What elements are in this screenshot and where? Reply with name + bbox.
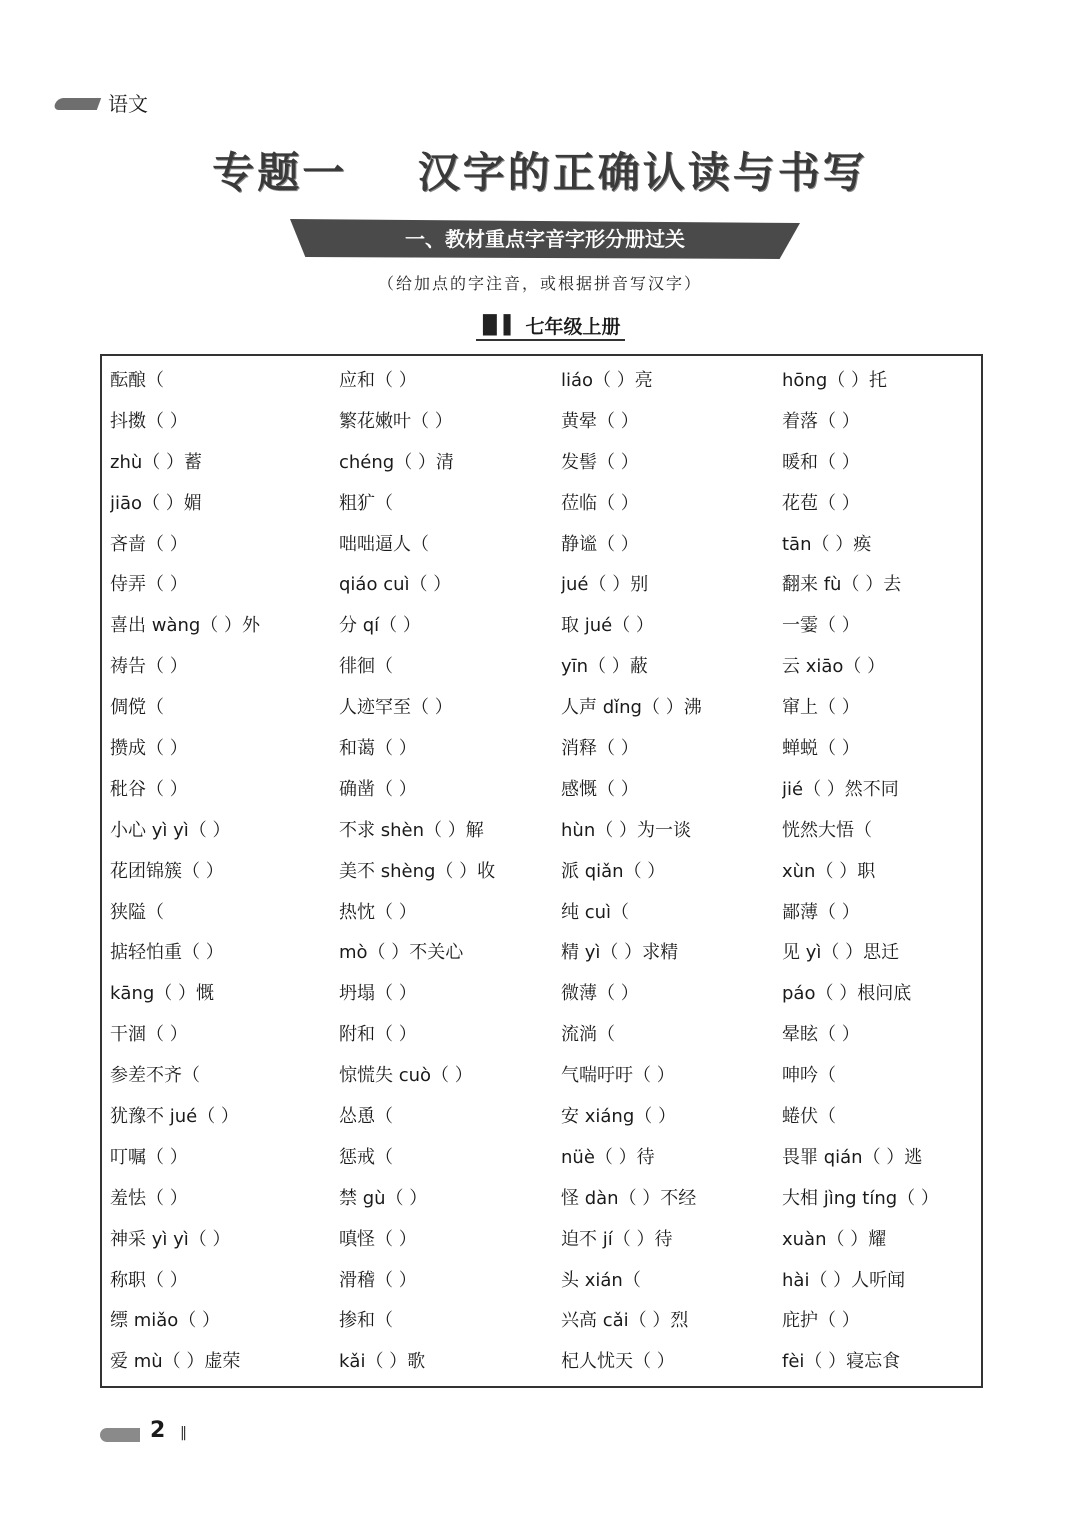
- subject-label: 语文: [108, 92, 148, 116]
- exercise-item: 着落（ ）: [782, 410, 860, 432]
- exercise-item: 掺和（: [339, 1310, 393, 1332]
- exercise-item: 羞怯（ ）: [110, 1187, 188, 1209]
- exercise-item: 安 xiáng（ ）: [561, 1106, 676, 1128]
- exercise-item: 兴高 cǎi（ ）烈: [561, 1310, 689, 1332]
- exercise-item: 徘徊（: [339, 656, 393, 678]
- exercise-item: 称职（ ）: [110, 1269, 188, 1291]
- exercise-item: 莅临（ ）: [561, 492, 639, 514]
- section-banner: [290, 219, 800, 259]
- exercise-item: 花苞（ ）: [782, 492, 860, 514]
- exercise-item: 热忱（ ）: [339, 901, 417, 923]
- exercise-item: 不求 shèn（ ）解: [339, 819, 484, 841]
- exercise-item: 人声 dǐng（ ）沸: [561, 697, 702, 719]
- exercise-item: 怂恿（: [339, 1106, 393, 1128]
- exercise-item: 庇护（ ）: [782, 1310, 860, 1332]
- exercise-item: 侍弄（ ）: [110, 574, 188, 596]
- exercise-item: mò（ ）不关心: [339, 942, 464, 964]
- exercise-item: hài（ ）人听闻: [782, 1269, 906, 1291]
- exercise-item: 犹豫不 jué（ ）: [110, 1106, 239, 1128]
- exercise-item: 坍塌（ ）: [339, 983, 417, 1005]
- exercise-item: 气喘吁吁（ ）: [561, 1065, 675, 1087]
- exercise-item: 掂轻怕重（ ）: [110, 942, 224, 964]
- exercise-item: 应和（ ）: [339, 370, 417, 391]
- book-stack-icon: ▐▌▌: [476, 314, 518, 336]
- exercise-item: 繁花嫩叶（ ）: [339, 410, 453, 432]
- exercise-item: 鄙薄（ ）: [782, 901, 860, 923]
- exercise-item: qiáo cuì（ ）: [339, 574, 452, 596]
- exercise-item: 黄晕（ ）: [561, 410, 639, 432]
- exercise-item: 秕谷（ ）: [110, 778, 188, 800]
- exercise-item: 怪 dàn（ ）不经: [561, 1187, 697, 1209]
- exercise-item: 抖擞（ ）: [110, 410, 188, 432]
- footer-accent-bar: [100, 1428, 140, 1442]
- exercise-item: fèi（ ）寝忘食: [782, 1351, 901, 1373]
- exercise-item: 惩戒（: [339, 1146, 393, 1168]
- exercise-item: 窜上（ ）: [782, 697, 860, 719]
- exercise-item: zhù（ ）蓄: [110, 451, 202, 473]
- exercise-item: 花团锦簇（ ）: [110, 860, 224, 882]
- grade-heading: [476, 311, 625, 341]
- exercise-item: xuàn（ ）耀: [782, 1228, 887, 1250]
- exercise-item: 嗔怪（ ）: [339, 1228, 417, 1250]
- exercise-item: 神采 yì yì（ ）: [110, 1228, 231, 1250]
- exercise-table: [100, 354, 983, 1388]
- exercise-item: 干涸（ ）: [110, 1024, 188, 1046]
- exercise-item: 酝酿（: [110, 370, 164, 391]
- exercise-item: kāng（ ）慨: [110, 983, 215, 1005]
- exercise-item: 迫不 jí（ ）待: [561, 1228, 673, 1250]
- exercise-item: jié（ ）然不同: [782, 778, 899, 800]
- exercise-item: 消释（ ）: [561, 738, 639, 760]
- exercise-item: 云 xiāo（ ）: [782, 656, 886, 678]
- exercise-item: 呻吟（: [782, 1065, 836, 1087]
- exercise-item: 倜傥（: [110, 697, 164, 719]
- exercise-item: 蝉蜕（ ）: [782, 738, 860, 760]
- exercise-item: 叮嘱（ ）: [110, 1146, 188, 1168]
- exercise-item: 晕眩（ ）: [782, 1024, 860, 1046]
- exercise-item: yīn（ ）蔽: [561, 656, 648, 678]
- exercise-item: 杞人忧天（ ）: [561, 1351, 675, 1373]
- exercise-item: nüè（ ）待: [561, 1146, 655, 1168]
- exercise-item: 缥 miǎo（ ）: [110, 1310, 221, 1332]
- exercise-item: 见 yì（ ）思迁: [782, 942, 900, 964]
- exercise-item: 感慨（ ）: [561, 778, 639, 800]
- exercise-item: 惊慌失 cuò（ ）: [339, 1065, 473, 1087]
- exercise-item: 小心 yì yì（ ）: [110, 819, 231, 841]
- page-number: 2: [150, 1418, 166, 1443]
- exercise-item: 精 yì（ ）求精: [561, 942, 679, 964]
- exercise-item: liáo（ ）亮: [561, 370, 653, 391]
- exercise-item: 静谧（ ）: [561, 533, 639, 555]
- exercise-item: 祷告（ ）: [110, 656, 188, 678]
- exercise-item: jiāo（ ）媚: [110, 492, 202, 514]
- exercise-item: 取 jué（ ）: [561, 615, 654, 637]
- exercise-item: 粗犷（: [339, 492, 393, 514]
- exercise-item: 附和（ ）: [339, 1024, 417, 1046]
- page-mark: ‖: [180, 1425, 187, 1441]
- exercise-grid: [110, 364, 981, 1386]
- exercise-item: 微薄（ ）: [561, 983, 639, 1005]
- exercise-item: chéng（ ）清: [339, 451, 454, 473]
- exercise-item: tān（ ）痪: [782, 533, 872, 555]
- header-accent-bar: [53, 98, 101, 110]
- grade-label: 七年级上册: [525, 315, 621, 338]
- exercise-item: 蜷伏（: [782, 1106, 836, 1128]
- exercise-item: 一霎（ ）: [782, 615, 860, 637]
- exercise-item: hōng（ ）托: [782, 370, 887, 391]
- exercise-item: 恍然大悟（: [782, 819, 872, 841]
- exercise-item: 美不 shèng（ ）收: [339, 860, 496, 882]
- exercise-item: 狭隘（: [110, 901, 164, 923]
- exercise-item: 派 qiǎn（ ）: [561, 860, 666, 882]
- exercise-item: 参差不齐（: [110, 1065, 200, 1087]
- exercise-item: 咄咄逼人（: [339, 533, 429, 555]
- exercise-item: 畏罪 qián（ ）逃: [782, 1146, 923, 1168]
- exercise-item: 大相 jìng tíng（ ）: [782, 1187, 939, 1209]
- exercise-item: xùn（ ）职: [782, 860, 876, 882]
- exercise-item: 喜出 wàng（ ）外: [110, 615, 261, 637]
- exercise-item: 爱 mù（ ）虚荣: [110, 1351, 241, 1373]
- exercise-item: 暖和（ ）: [782, 451, 860, 473]
- exercise-item: 头 xián（: [561, 1269, 641, 1291]
- page-title: 专题一 汉字的正确认读与书写: [212, 148, 868, 197]
- exercise-item: 和蔼（ ）: [339, 738, 417, 760]
- exercise-item: 确凿（ ）: [339, 778, 417, 800]
- exercise-item: 分 qí（ ）: [339, 615, 421, 637]
- exercise-item: páo（ ）根问底: [782, 983, 912, 1005]
- exercise-item: jué（ ）别: [561, 574, 649, 596]
- exercise-item: 吝啬（ ）: [110, 533, 188, 555]
- exercise-item: 禁 gù（ ）: [339, 1187, 428, 1209]
- instruction-text: （给加点的字注音，或根据拼音写汉字）: [377, 274, 702, 293]
- exercise-item: 发髻（ ）: [561, 451, 639, 473]
- exercise-item: 翻来 fù（ ）去: [782, 574, 902, 596]
- exercise-item: 攒成（ ）: [110, 738, 188, 760]
- section-banner-text: 一、教材重点字音字形分册过关: [405, 227, 685, 251]
- exercise-item: hùn（ ）为一谈: [561, 819, 691, 841]
- exercise-item: 流淌（: [561, 1024, 615, 1046]
- exercise-item: 滑稽（ ）: [339, 1269, 417, 1291]
- exercise-item: kǎi（ ）歌: [339, 1351, 426, 1373]
- exercise-item: 纯 cuì（: [561, 901, 630, 923]
- exercise-item: 人迹罕至（ ）: [339, 697, 453, 719]
